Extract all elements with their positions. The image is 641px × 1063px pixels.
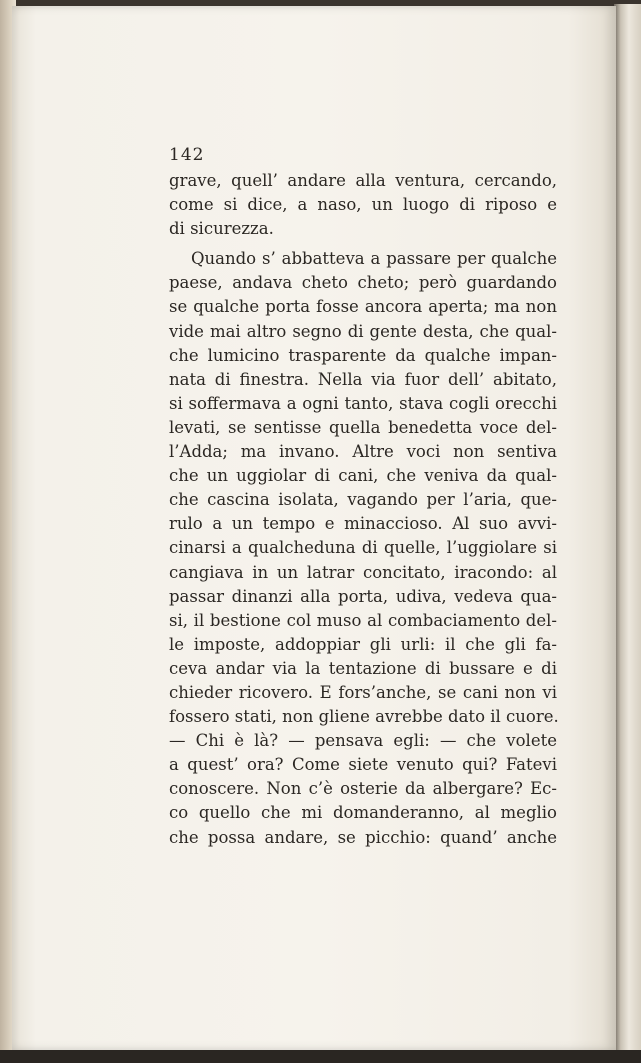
text-line: levati, se sentisse quella benedetta voce del- <box>169 417 557 437</box>
text-line: si, il bestione col muso al combaciamento del- <box>169 610 557 630</box>
scan-bottom-border <box>0 1050 641 1063</box>
paragraph <box>169 169 557 241</box>
page-number: 142 <box>169 145 205 165</box>
text-line: cangiava in un latrar concitato, iracondo: al <box>169 562 557 582</box>
text-line: Quando s’ abbatteva a passare per qualche <box>191 249 557 269</box>
text-line: cinarsi a qualcheduna di quelle, l’uggiolare si <box>169 538 557 558</box>
text-line: di sicurezza. <box>169 219 274 239</box>
text-line: se qualche porta fosse ancora aperta; ma non <box>169 297 557 317</box>
text-line: che possa andare, se picchio: quand’ anche <box>169 827 557 847</box>
text-line: si soffermava a ogni tanto, stava cogli orecchi <box>169 393 557 413</box>
text-line: passar dinanzi alla porta, udiva, vedeva qua- <box>169 586 557 606</box>
text-line: rulo a un tempo e minaccioso. Al suo avvi- <box>169 514 557 534</box>
text-line: che lumicino trasparente da qualche impan- <box>169 345 557 365</box>
text-line: a quest’ ora? Come siete venuto qui? Fatevi <box>169 755 557 775</box>
text-line: — Chi è là? — pensava egli: — che volete <box>169 731 557 751</box>
text-line: che un uggiolar di cani, che veniva da qual- <box>169 466 557 486</box>
text-line: fossero stati, non gliene avrebbe dato il cuore. <box>169 707 559 727</box>
text-line: come si dice, a naso, un luogo di riposo e <box>169 195 557 215</box>
text-line: chieder ricovero. E fors’anche, se cani non vi <box>169 682 557 702</box>
text-line: paese, andava cheto cheto; però guardando <box>169 273 557 293</box>
text-line: nata di finestra. Nella via fuor dell’ abitato, <box>169 369 557 389</box>
text-line: che cascina isolata, vagando per l’aria, que- <box>169 490 557 510</box>
paragraph <box>169 247 557 849</box>
text-line: grave, quell’ andare alla ventura, cercando, <box>169 171 557 190</box>
next-page-edge <box>614 4 641 1052</box>
text-line: conoscere. Non c’è osterie da albergare? Ec- <box>169 779 557 799</box>
text-line: ceva andar via la tentazione di bussare e di <box>169 658 557 678</box>
text-line: vide mai altro segno di gente desta, che qual- <box>169 321 557 341</box>
page-text-block <box>169 141 557 850</box>
text-line: l’Adda; ma invano. Altre voci non sentiva <box>169 442 557 462</box>
text-line: co quello che mi domanderanno, al meglio <box>169 803 557 823</box>
text-line: le imposte, addoppiar gli urli: il che gli fa- <box>169 634 557 654</box>
